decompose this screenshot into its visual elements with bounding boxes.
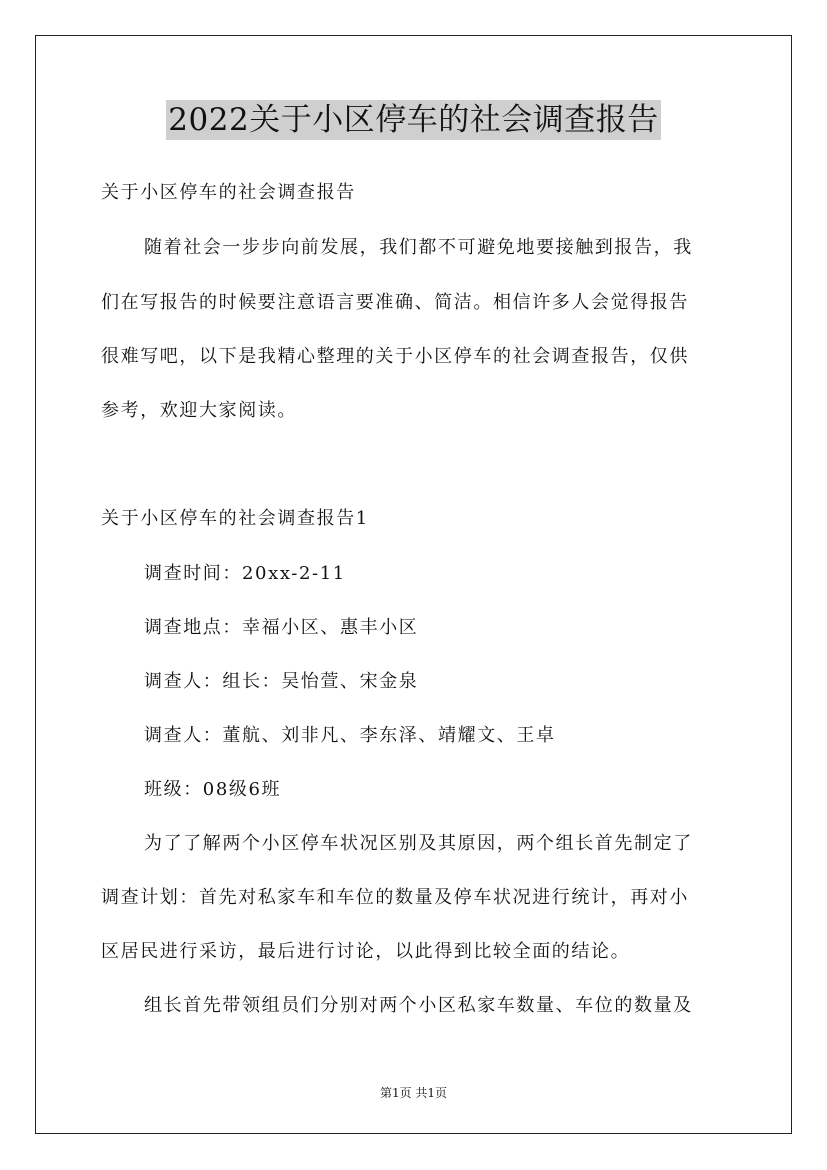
field-survey-time: 调查时间：20xx-2-11 bbox=[144, 563, 346, 584]
field-group-leaders: 调查人：组长：吴怡萱、宋金泉 bbox=[144, 671, 419, 692]
field-class: 班级：08级6班 bbox=[144, 779, 282, 800]
field-investigators: 调查人：董航、刘非凡、李东泽、靖耀文、王卓 bbox=[144, 725, 556, 746]
intro-line: 很难写吧，以下是我精心整理的关于小区停车的社会调查报告，仅供 bbox=[101, 346, 689, 367]
page-number-footer: 第1页 共1页 bbox=[379, 1086, 448, 1100]
section-heading: 关于小区停车的社会调查报告1 bbox=[101, 508, 369, 529]
document-title: 2022关于小区停车的社会调查报告 bbox=[168, 102, 659, 138]
paragraph-line: 组长首先带领组员们分别对两个小区私家车数量、车位的数量及 bbox=[144, 995, 693, 1016]
paragraph-line: 调查计划：首先对私家车和车位的数量及停车状况进行统计，再对小 bbox=[101, 887, 689, 908]
document-subtitle: 关于小区停车的社会调查报告 bbox=[101, 182, 356, 203]
intro-line: 们在写报告的时候要注意语言要准确、简洁。相信许多人会觉得报告 bbox=[101, 292, 689, 313]
paragraph-line: 区居民进行采访，最后进行讨论，以此得到比较全面的结论。 bbox=[101, 941, 631, 962]
intro-line: 随着社会一步步向前发展，我们都不可避免地要接触到报告，我 bbox=[144, 237, 693, 258]
field-survey-location: 调查地点：幸福小区、惠丰小区 bbox=[144, 617, 419, 638]
paragraph-line: 为了了解两个小区停车状况区别及其原因，两个组长首先制定了 bbox=[144, 833, 693, 854]
intro-line: 参考，欢迎大家阅读。 bbox=[101, 400, 297, 421]
title-container bbox=[0, 100, 827, 140]
